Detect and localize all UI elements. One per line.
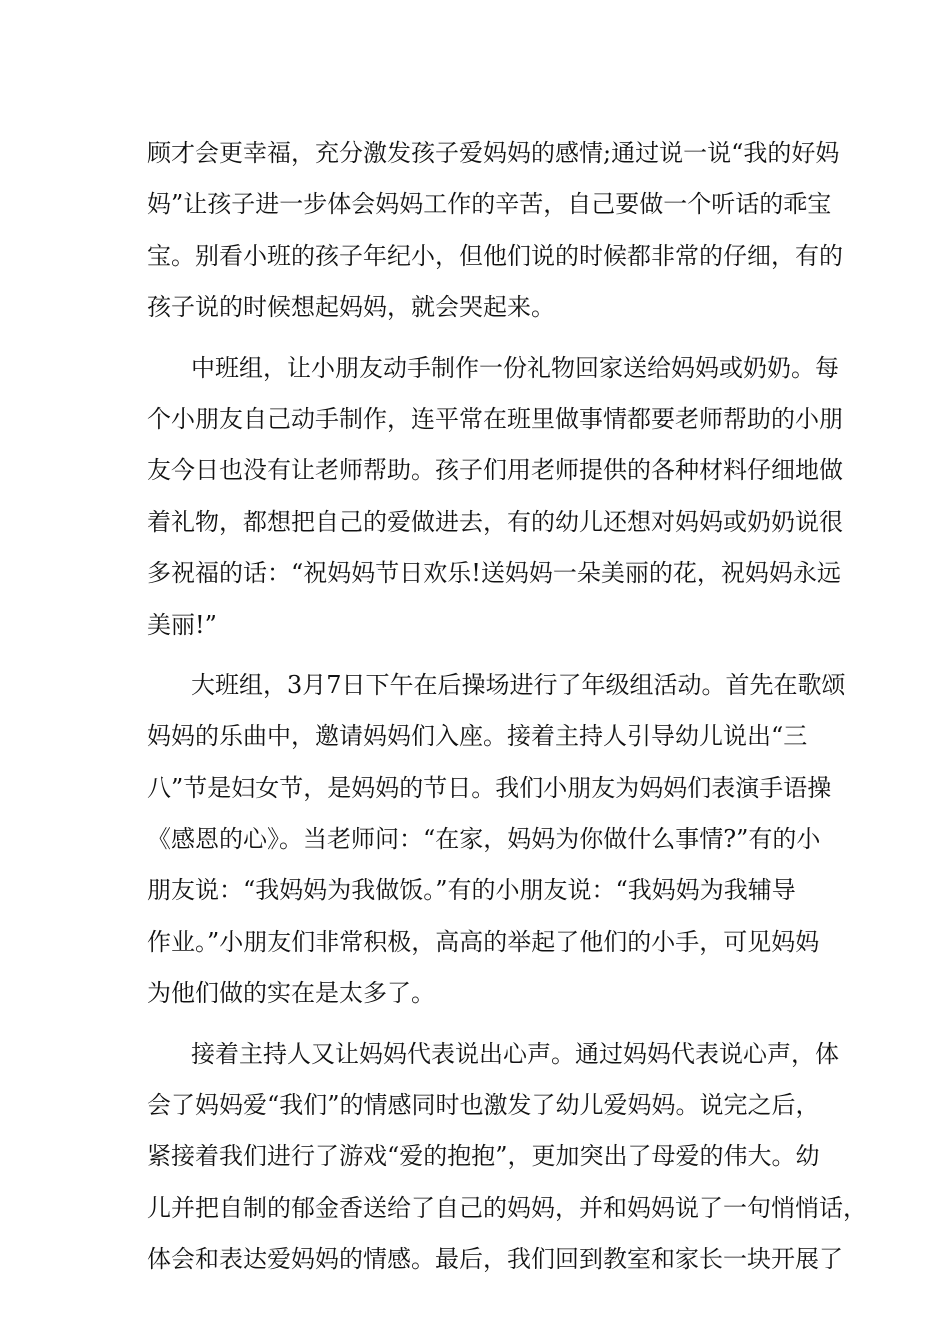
paragraph-spacer (147, 334, 827, 343)
text-line: 美丽!” (147, 610, 217, 639)
text-line: 着礼物，都想把自己的爱做进去，有的幼儿还想对妈妈或奶奶说很 (147, 507, 843, 536)
text-line: 儿并把自制的郁金香送给了自己的妈妈，并和妈妈说了一句悄悄话， (147, 1193, 867, 1222)
text-line: 妈妈的乐曲中，邀请妈妈们入座。接着主持人引导幼儿说出“三 (147, 722, 808, 751)
text-line: 顾才会更幸福，充分激发孩子爱妈妈的感情;通过说一说“我的好妈 (147, 139, 840, 167)
paragraph (147, 128, 843, 334)
text-line: 作业。”小朋友们非常积极，高高的举起了他们的小手，可见妈妈 (147, 927, 820, 956)
text-line: 朋友说：“我妈妈为我做饭。”有的小朋友说：“我妈妈为我辅导 (147, 876, 796, 905)
text-line: 妈”让孩子进一步体会妈妈工作的辛苦，自己要做一个听话的乖宝 (147, 190, 832, 219)
paragraph-spacer (147, 651, 827, 660)
text-line: 八”节是妇女节，是妈妈的节日。我们小朋友为妈妈们表演手语操 (147, 773, 832, 802)
text-line: 中班组，让小朋友动手制作一份礼物回家送给妈妈或奶奶。每 (191, 353, 839, 382)
text-line: 大班组，3月7日下午在后操场进行了年级组活动。首先在歌颂 (191, 670, 846, 699)
text-line: 接着主持人又让妈妈代表说出心声。通过妈妈代表说心声，体 (191, 1039, 839, 1068)
text-line: 个小朋友自己动手制作，连平常在班里做事情都要老师帮助的小朋 (147, 404, 843, 433)
text-line: 为他们做的实在是太多了。 (147, 979, 435, 1008)
paragraph-spacer (147, 1020, 827, 1029)
text-line: 宝。别看小班的孩子年纪小，但他们说的时候都非常的仔细，有的 (147, 241, 843, 270)
text-line: 体会和表达爱妈妈的情感。最后，我们回到教室和家长一块开展了 (147, 1245, 843, 1274)
text-line: 《感恩的心》。当老师问：“在家，妈妈为你做什么事情?”有的小 (147, 825, 821, 854)
body-text (147, 128, 867, 1286)
text-line: 多祝福的话：“祝妈妈节日欢乐!送妈妈一朵美丽的花，祝妈妈永远 (147, 559, 841, 588)
text-line: 孩子说的时候想起妈妈，就会哭起来。 (147, 293, 555, 322)
text-line: 友今日也没有让老师帮助。孩子们用老师提供的各种材料仔细地做 (147, 456, 843, 485)
paragraph (147, 660, 846, 1020)
paragraph (147, 1029, 867, 1286)
text-line: 会了妈妈爱“我们”的情感同时也激发了幼儿爱妈妈。说完之后， (147, 1091, 820, 1120)
paragraph (147, 343, 843, 651)
text-line: 紧接着我们进行了游戏“爱的抱抱”，更加突出了母爱的伟大。幼 (147, 1142, 820, 1171)
